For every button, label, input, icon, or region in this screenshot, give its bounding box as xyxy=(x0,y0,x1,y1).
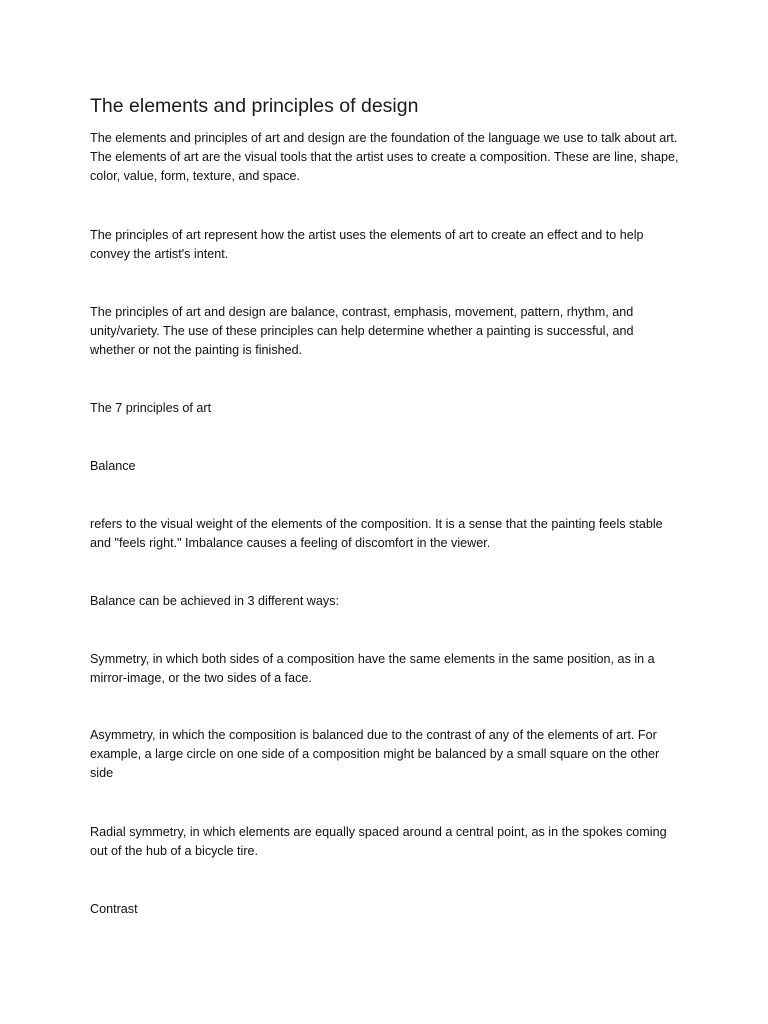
principles-list-paragraph: The principles of art and design are balance, contrast, emphasis, movement, pattern, rhythm, and unity/variety. The use of these principles can help determine whether a painting is successful, and whether or not the painting is finished. xyxy=(90,305,634,357)
intro-paragraph: The elements and principles of art and design are the foundation of the language we use to talk about art. The elements of art are the visual tools that the artist uses to create a composition. These are line, shape, color, value, form, texture, and space. xyxy=(90,131,679,183)
section-heading-contrast: Contrast xyxy=(90,902,138,916)
symmetry-paragraph: Symmetry, in which both sides of a composition have the same elements in the same position, as in a mirror-image, or the two sides of a face. xyxy=(90,652,655,685)
asymmetry-paragraph: Asymmetry, in which the composition is balanced due to the contrast of any of the elements of art. For example, a large circle on one side of a composition might be balanced by a small square on the other side xyxy=(90,728,660,780)
document-title: The elements and principles of design xyxy=(90,95,419,117)
balance-definition-paragraph: refers to the visual weight of the elements of the composition. It is a sense that the painting feels stable and "feels right." Imbalance causes a feeling of discomfort in the viewer. xyxy=(90,517,663,550)
section-heading-balance: Balance xyxy=(90,459,136,473)
principles-paragraph: The principles of art represent how the artist uses the elements of art to create an effect and to help convey the artist's intent. xyxy=(90,228,644,261)
radial-symmetry-paragraph: Radial symmetry, in which elements are equally spaced around a central point, as in the spokes coming out of the hub of a bicycle tire. xyxy=(90,825,667,858)
section-heading-seven-principles: The 7 principles of art xyxy=(90,401,212,415)
balance-ways-paragraph: Balance can be achieved in 3 different ways: xyxy=(90,594,340,608)
